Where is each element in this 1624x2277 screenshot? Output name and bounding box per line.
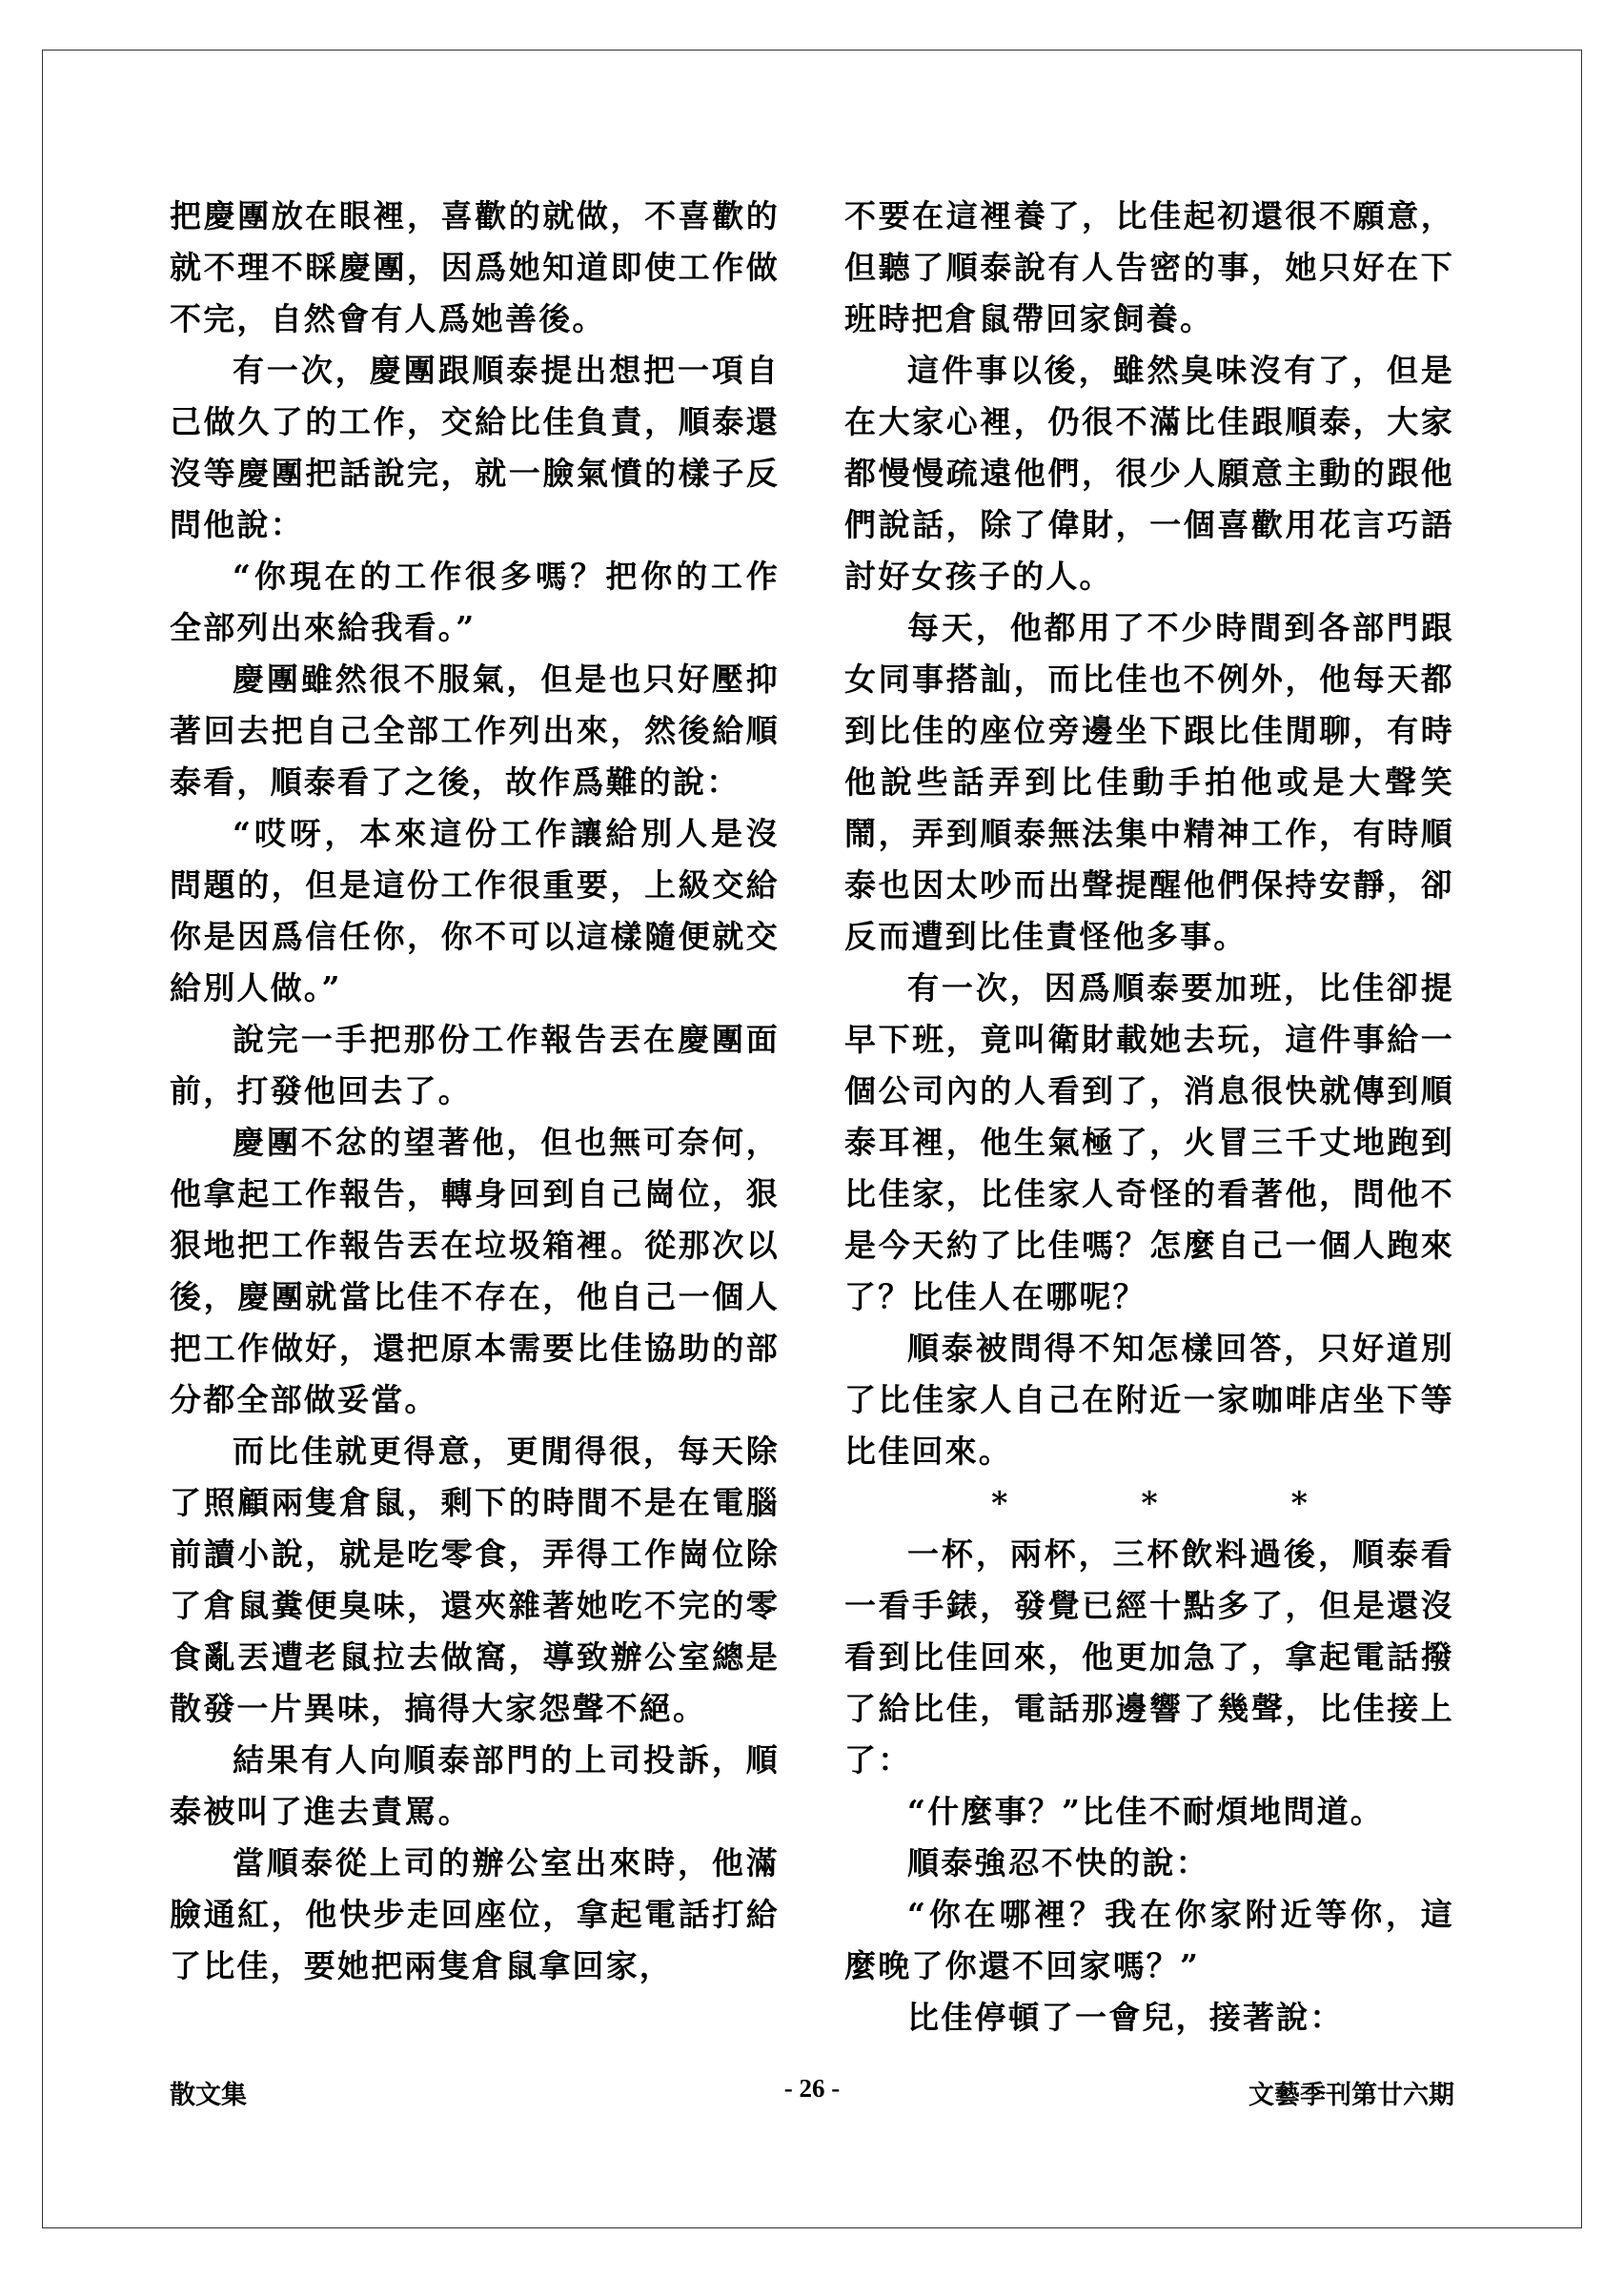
- separator-star: *: [1290, 1484, 1308, 1521]
- section-separator: [844, 1477, 1454, 1529]
- page-number: - 26 -: [783, 2074, 841, 2103]
- footer-collection-title: 散文集: [170, 2081, 247, 2109]
- paragraph: 把慶團放在眼裡，喜歡的就做，不喜歡的就不理不睬慶團，因爲她知道即使工作做不完，自然會有人爲她善後。: [170, 197, 780, 337]
- right-column-part-a: [844, 191, 1454, 1477]
- paragraph: 每天，他都用了不少時間到各部門跟女同事搭訕，而比佳也不例外，他每天都到比佳的座位旁邊坐下跟比佳閒聊，有時他說些話弄到比佳動手拍他或是大聲笑鬧，弄到順泰無法集中精神工作，有時順泰也因太吵而出聲提醒他們保持安靜，卻反而遭到比佳責怪他多事。: [844, 609, 1454, 955]
- paragraph: 結果有人向順泰部門的上司投訴，順泰被叫了進去責罵。: [170, 1741, 780, 1830]
- paragraph: 有一次，慶團跟順泰提出想把一項自己做久了的工作，交給比佳負責，順泰還沒等慶團把話說完，就一臉氣憤的樣子反問他說：: [170, 352, 780, 543]
- right-column-part-b: [844, 1529, 1454, 2043]
- separator-star: *: [1141, 1484, 1158, 1521]
- paragraph: 這件事以後，雖然臭味沒有了，但是在大家心裡，仍很不滿比佳跟順泰，大家都慢慢疏遠他們，很少人願意主動的跟他們說話，除了偉財，一個喜歡用花言巧語討好女孩子的人。: [844, 352, 1454, 595]
- left-column: [170, 191, 780, 1992]
- paragraph: 當順泰從上司的辦公室出來時，他滿臉通紅，他快步走回座位，拿起電話打給了比佳，要她把兩隻倉鼠拿回家，: [170, 1844, 780, 1984]
- paragraph: “什麼事？”比佳不耐煩地問道。: [907, 1793, 1384, 1830]
- paragraph: 說完一手把那份工作報告丟在慶團面前，打發他回去了。: [170, 1021, 780, 1109]
- separator-star: *: [991, 1484, 1008, 1521]
- paragraph: 而比佳就更得意，更閒得很，每天除了照顧兩隻倉鼠，剩下的時間不是在電腦前讀小說，就是吃零食，弄得工作崗位除了倉鼠糞便臭味，還夾雜著她吃不完的零食亂丟遭老鼠拉去做窩，導致辦公室總是散發一片異味，搞得大家怨聲不絕。: [170, 1433, 780, 1727]
- footer-issue-title: 文藝季刊第廿六期: [1248, 2081, 1454, 2109]
- paragraph: 比佳停頓了一會兒，接著說：: [907, 1999, 1344, 2036]
- paragraph: 一杯，兩杯，三杯飲料過後，順泰看一看手錶，發覺已經十點多了，但是還沒看到比佳回來，他更加急了，拿起電話撥了給比佳，電話那邊響了幾聲，比佳接上了：: [844, 1535, 1454, 1779]
- paragraph: 慶團雖然很不服氣，但是也只好壓抑著回去把自己全部工作列出來，然後給順泰看，順泰看了之後，故作爲難的說：: [170, 661, 780, 801]
- paragraph: 不要在這裡養了，比佳起初還很不願意，但聽了順泰說有人告密的事，她只好在下班時把倉鼠帶回家飼養。: [844, 197, 1454, 337]
- paragraph: “你現在的工作很多嗎？把你的工作全部列出來給我看。”: [170, 558, 780, 646]
- paragraph: “你在哪裡？我在你家附近等你，這麼晚了你還不回家嗎？”: [844, 1896, 1454, 1984]
- paragraph: 有一次，因爲順泰要加班，比佳卻提早下班，竟叫衛財載她去玩，這件事給一個公司內的人看到了，消息很快就傳到順泰耳裡，他生氣極了，火冒三千丈地跑到比佳家，比佳家人奇怪的看著他，問他不是今天約了比佳嗎？怎麼自己一個人跑來了？比佳人在哪呢？: [844, 969, 1454, 1315]
- right-column: [844, 191, 1454, 2043]
- page-footer: [170, 2074, 1454, 2112]
- paragraph: “哎呀，本來這份工作讓給別人是沒問題的，但是這份工作很重要，上級交給你是因爲信任你，你不可以這樣隨便就交給別人做。”: [170, 815, 780, 1006]
- paragraph: 順泰被問得不知怎樣回答，只好道別了比佳家人自己在附近一家咖啡店坐下等比佳回來。: [844, 1330, 1454, 1470]
- paragraph: 順泰強忍不快的說：: [907, 1844, 1209, 1881]
- paragraph: 慶團不忿的望著他，但也無可奈何，他拿起工作報告，轉身回到自己崗位，狠狠地把工作報告丟在垃圾箱裡。從那次以後，慶團就當比佳不存在，他自己一個人把工作做好，還把原本需要比佳協助的部分都全部做妥當。: [170, 1124, 780, 1418]
